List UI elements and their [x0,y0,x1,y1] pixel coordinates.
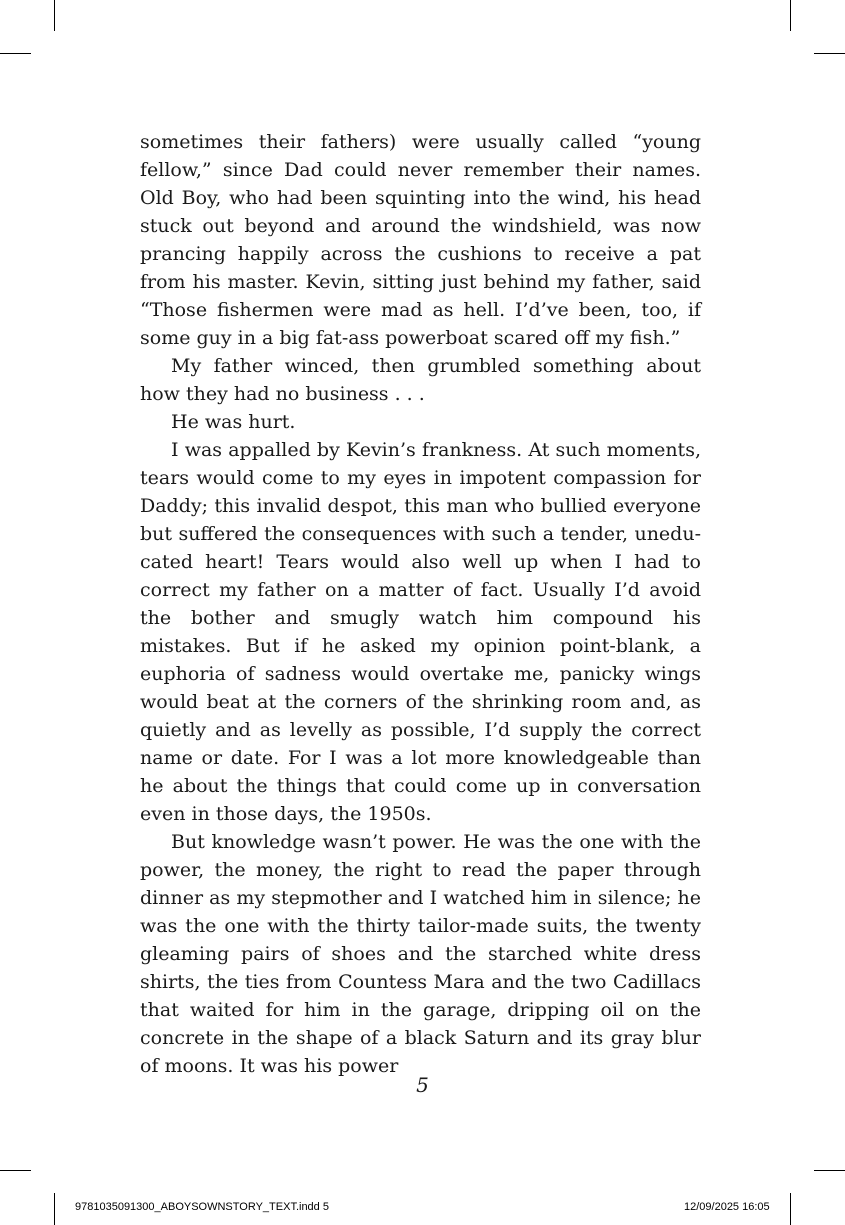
crop-mark-bottom-left [54,1193,55,1225]
paragraph-2: My father winced, then grumbled something about how they had no business . . . [140,355,701,405]
crop-mark-bottom-right [790,1193,791,1225]
crop-mark-top-right-h [814,53,845,54]
page-number: 5 [416,1073,429,1097]
crop-mark-top-left-h [0,53,31,54]
crop-mark-top-right [790,0,791,31]
slug-file-info: 9781035091300_ABOYSOWNSTORY_TEXT.indd 5 [75,1201,329,1213]
crop-mark-bottom-right-h [814,1170,845,1171]
body-text [140,128,701,1080]
paragraph-4: I was appalled by Kevin’s frankness. At such moments, tears would come to my eyes in impotent compassion for Daddy; this invalid despot, this man who bullied everyone but suffered the consequences with such a tender, uneducated heart! Tears would also well up when I had to correct my father on a matter of fact. Usually I’d avoid the bother and smugly watch him compound his mistakes. But if he asked my opinion point-blank, a euphoria of sadness would overtake me, panicky wings would beat at the corners of the shrinking room and, as quietly and as levelly as possible, I’d supply the correct name or date. For I was a lot more knowledgeable than he about the things that could come up in conversation even in those days, the 1950s. [140,439,701,825]
paragraph-1: sometimes their fathers) were usually called “young fellow,” since Dad could never remember their names. Old Boy, who had been squinting into the wind, his head stuck out beyond and around the windshield, was now prancing happily across the cushions to receive a pat from his master. Kevin, sitting just behind my father, said “Those fishermen were mad as hell. I’d’ve been, too, if some guy in a big fat-ass powerboat scared off my fish.” [140,131,701,349]
crop-mark-top-left [54,0,55,31]
paragraph-3: He was hurt. [171,411,296,433]
slug-timestamp: 12/09/2025 16:05 [684,1201,770,1213]
paragraph-5: But knowledge wasn’t power. He was the one with the power, the money, the right to read the paper through dinner as my stepmother and I watched him in silence; he was the one with the thirty tailor-made suits, the twenty gleaming pairs of shoes and the starched white dress shirts, the ties from Countess Mara and the two Cadillacs that waited for him in the garage, dripping oil on the concrete in the shape of a black Saturn and its gray blur of moons. It was his power [140,831,701,1077]
crop-mark-bottom-left-h [0,1170,31,1171]
